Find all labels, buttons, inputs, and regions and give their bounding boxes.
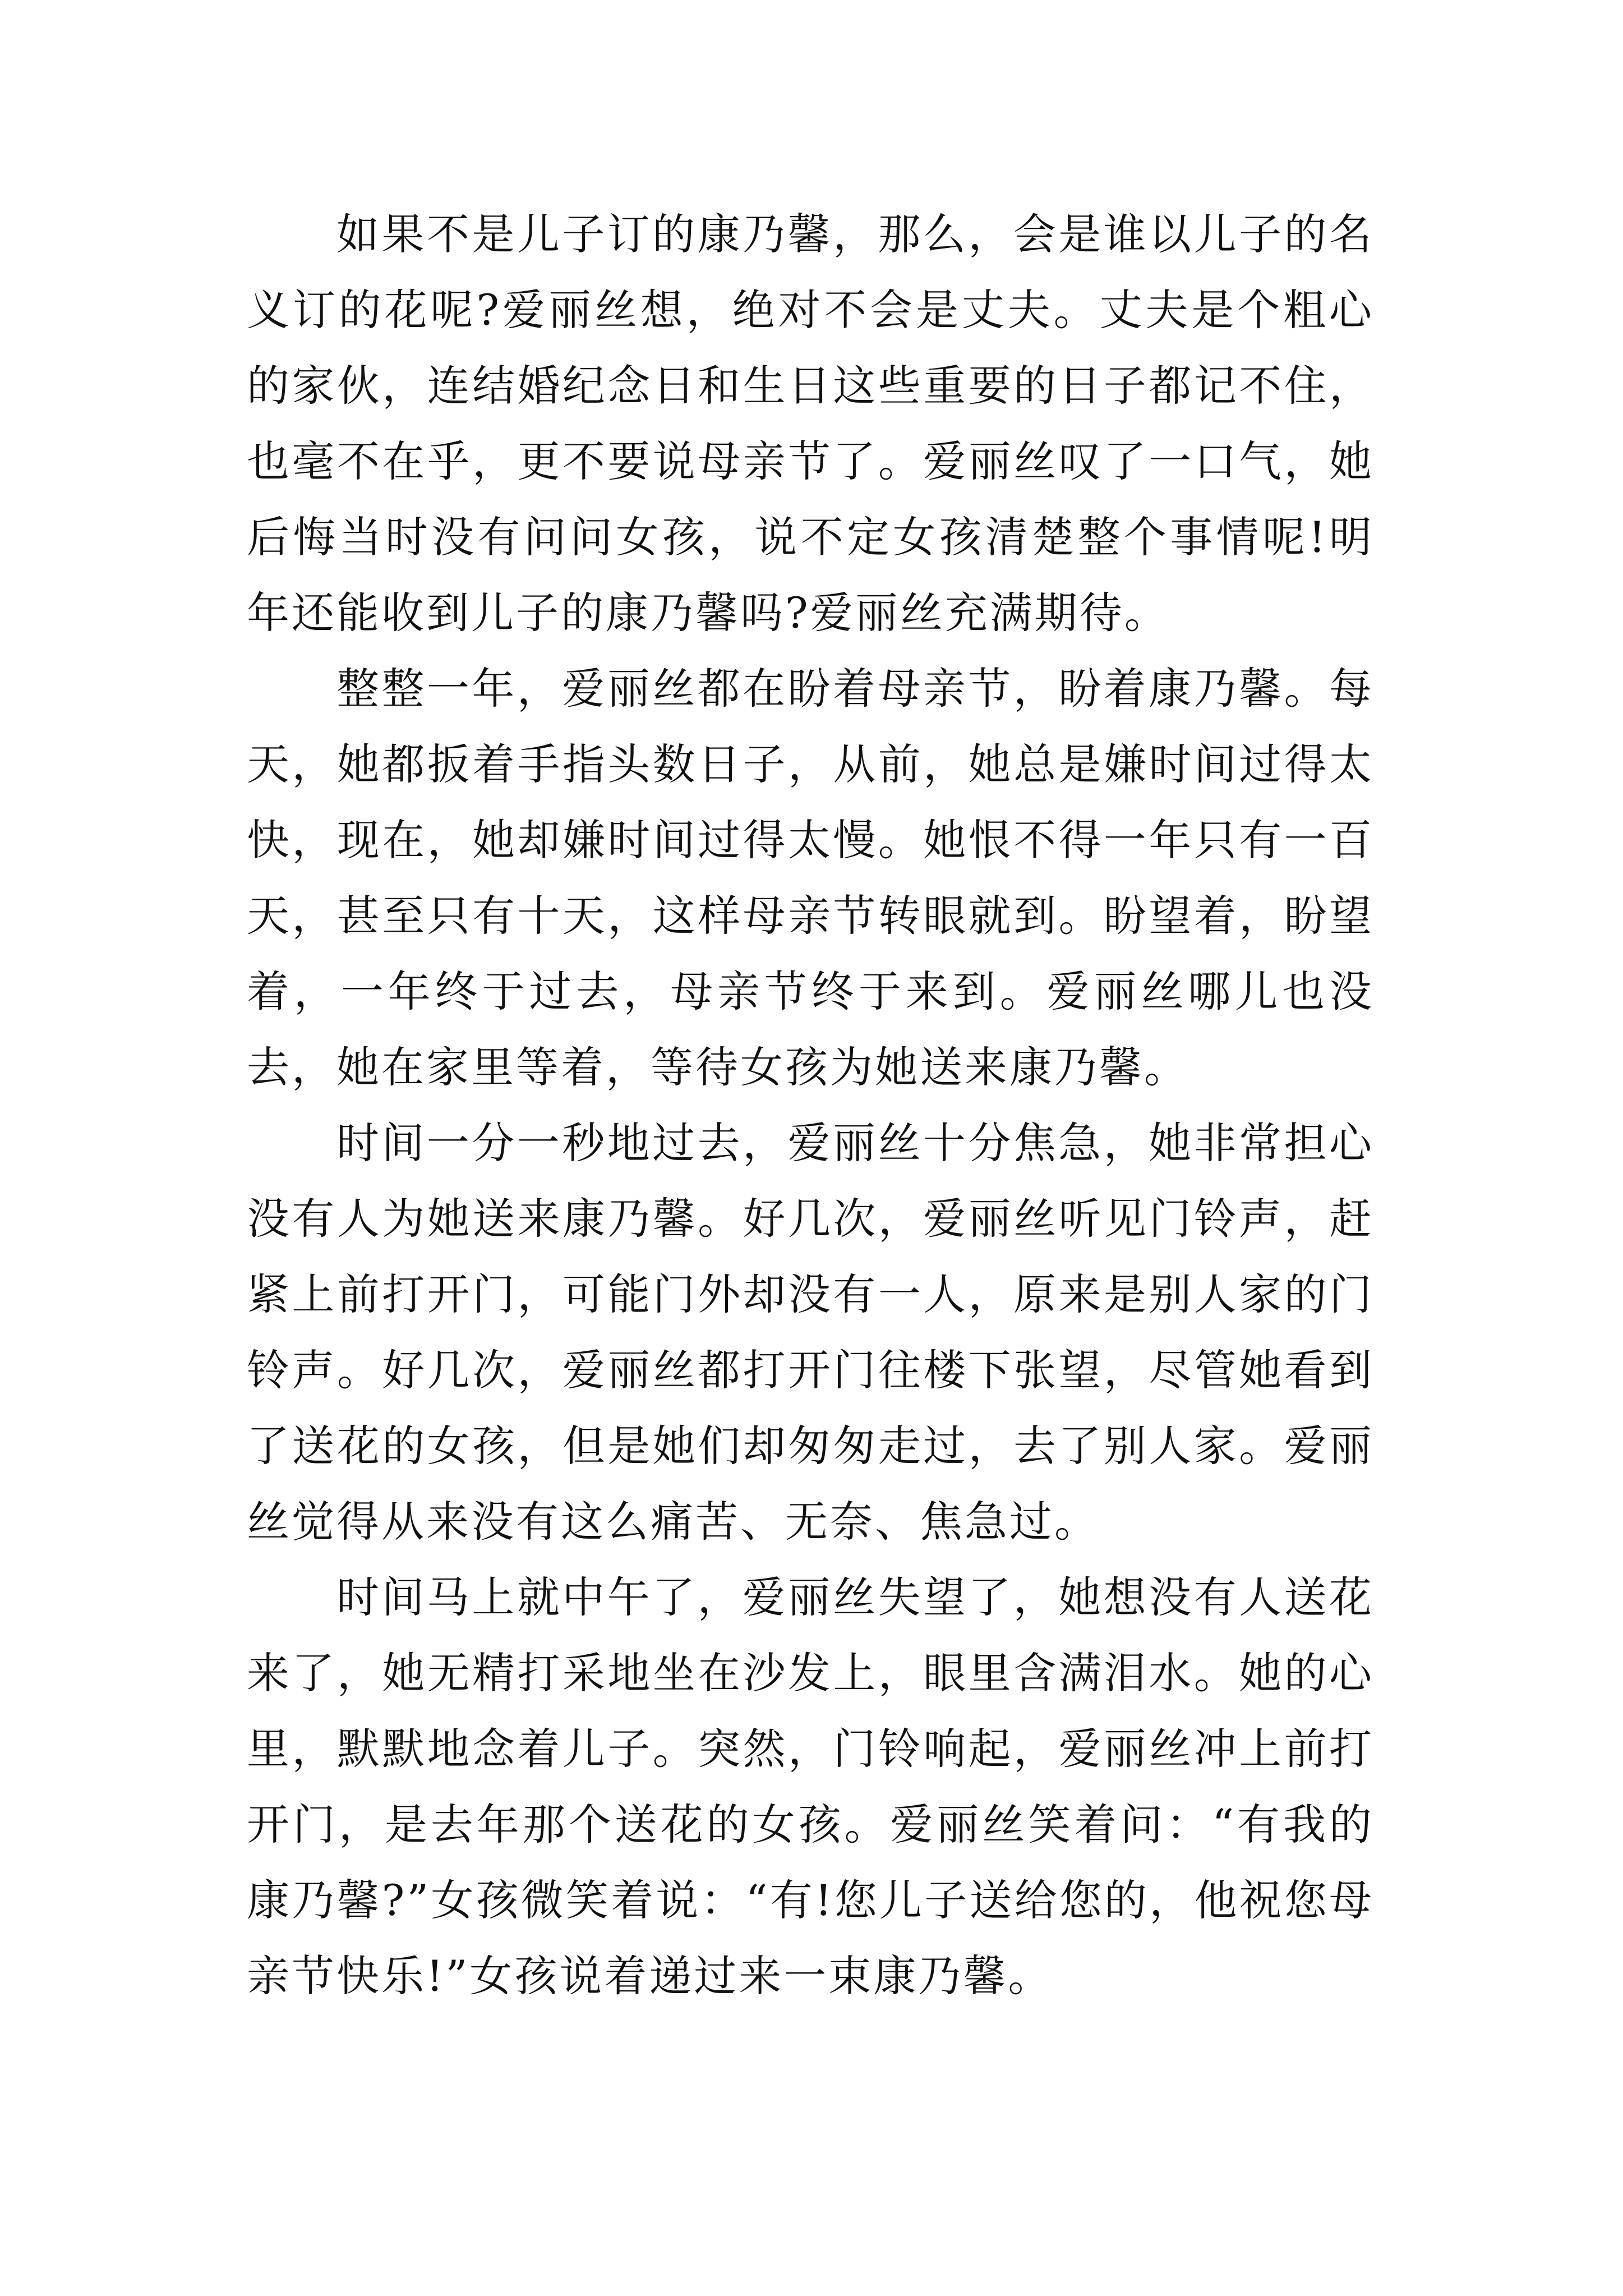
paragraph-1: 如果不是儿子订的康乃馨，那么，会是谁以儿子的名义订的花呢?爱丽丝想，绝对不会是丈夫。丈夫是个粗心的家伙，连结婚纪念日和生日这些重要的日子都记不住，也毫不在乎，更不要说母亲节了。爱丽丝叹了一口气，她后悔当时没有问问女孩，说不定女孩清楚整个事情呢!明年还能收到儿子的康乃馨吗?爱丽丝充满期待。 xyxy=(247,209,1374,638)
paragraph-2: 整整一年，爱丽丝都在盼着母亲节，盼着康乃馨。每天，她都扳着手指头数日子，从前，她总是嫌时间过得太快，现在，她却嫌时间过得太慢。她恨不得一年只有一百天，甚至只有十天，这样母亲节转眼就到。盼望着，盼望着，一年终于过去，母亲节终于来到。爱丽丝哪儿也没去，她在家里等着，等待女孩为她送来康乃馨。 xyxy=(247,664,1374,1092)
document-body xyxy=(247,196,1374,2014)
paragraph-3: 时间一分一秒地过去，爱丽丝十分焦急，她非常担心没有人为她送来康乃馨。好几次，爱丽丝听见门铃声，赶紧上前打开门，可能门外却没有一人，原来是别人家的门铃声。好几次，爱丽丝都打开门往楼下张望，尽管她看到了送花的女孩，但是她们却匆匆走过，去了别人家。爱丽丝觉得从来没有这么痛苦、无奈、焦急过。 xyxy=(247,1118,1374,1547)
paragraph-4: 时间马上就中午了，爱丽丝失望了，她想没有人送花来了，她无精打采地坐在沙发上，眼里含满泪水。她的心里，默默地念着儿子。突然，门铃响起，爱丽丝冲上前打开门，是去年那个送花的女孩。爱丽丝笑着问：“有我的康乃馨?”女孩微笑着说：“有!您儿子送给您的，他祝您母亲节快乐!”女孩说着递过来一束康乃馨。 xyxy=(247,1572,1374,2001)
